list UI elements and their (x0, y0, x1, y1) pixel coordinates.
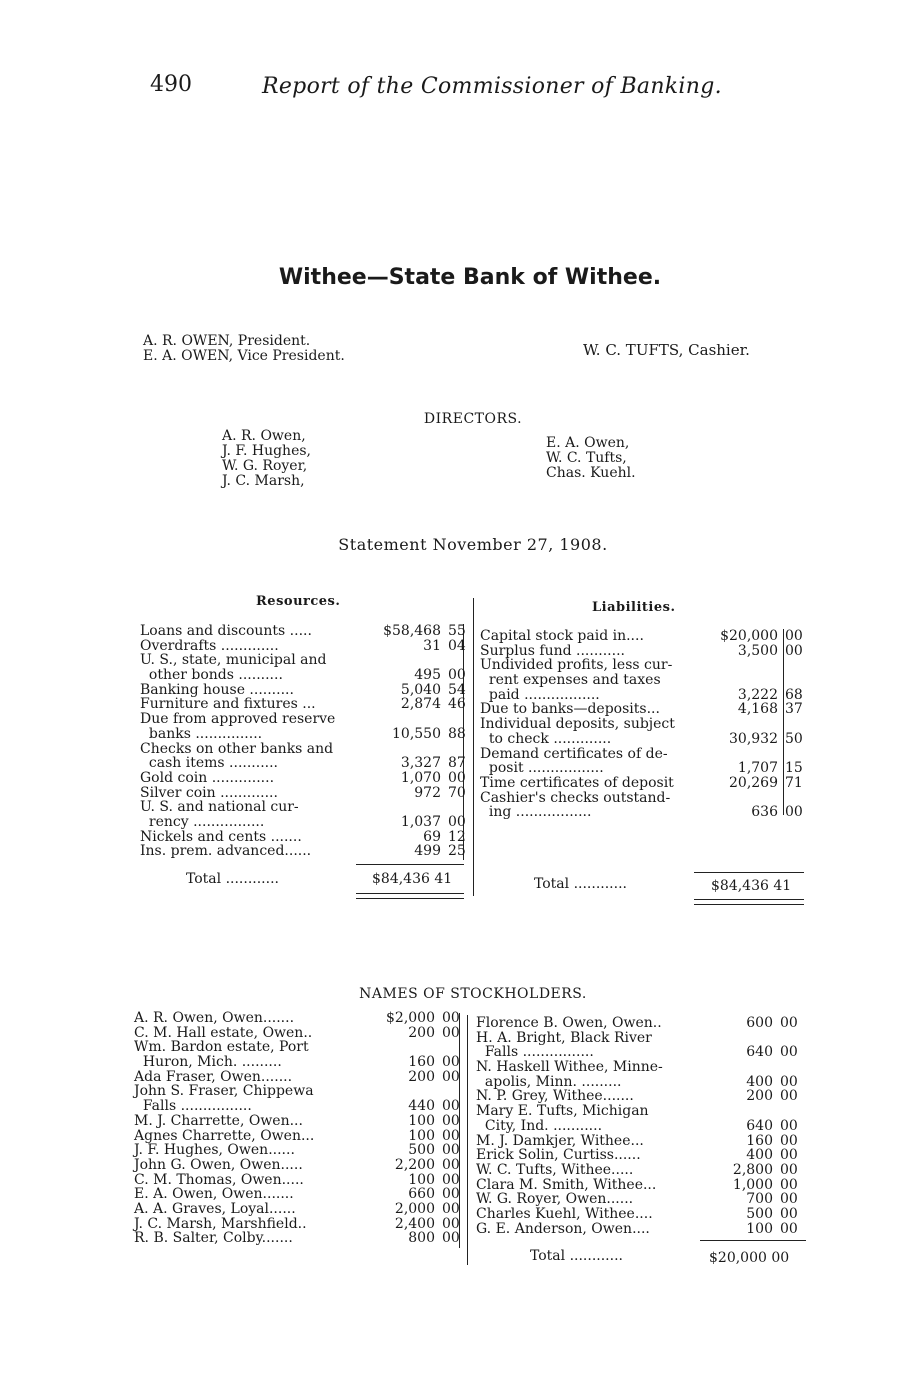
liability-row (480, 658, 810, 673)
stockholder-row-cents: 00 (442, 1127, 460, 1144)
stockholder-row (134, 1084, 464, 1099)
stockholders-divider (467, 1015, 468, 1265)
stockholder-row-dollars: 2,000 (394, 1200, 435, 1217)
liability-row (480, 791, 810, 806)
stockholder-row (476, 1031, 806, 1046)
stockholders-total-value: $20,000 00 (709, 1250, 790, 1266)
liability-row-cents: 68 (785, 686, 803, 703)
resource-row-label: Loans and discounts ..... (140, 623, 312, 639)
stockholder-row (134, 1202, 464, 1217)
stockholders-total-rule (700, 1240, 806, 1241)
resource-row (140, 830, 470, 845)
liability-row-label: Due to banks—deposits... (480, 701, 660, 718)
stockholder-row-label: J. C. Marsh, Marshfield.. (134, 1215, 307, 1232)
resource-row-dollars: 69 (423, 828, 441, 845)
resource-row-cents: 87 (448, 755, 466, 772)
resource-row (140, 683, 470, 698)
stockholder-row-dollars: 100 (408, 1171, 435, 1188)
officers-left (143, 334, 345, 364)
stockholders-heading: NAMES OF STOCKHOLDERS. (359, 986, 587, 1002)
liability-row-label: rent expenses and taxes (480, 672, 661, 689)
resource-row (140, 815, 470, 830)
liability-row-dollars: 636 (751, 804, 778, 821)
stockholder-row-label: G. E. Anderson, Owen.... (476, 1220, 650, 1237)
resource-row-dollars: 495 (414, 667, 441, 684)
stockholder-row-dollars: 160 (408, 1054, 435, 1071)
liability-row (480, 688, 810, 703)
bank-title: Withee—State Bank of Withee. (278, 265, 662, 290)
resource-row (140, 756, 470, 771)
liability-row (480, 776, 810, 791)
stockholder-row-dollars: 100 (746, 1220, 773, 1237)
stockholder-row-cents: 00 (442, 1200, 460, 1217)
stockholder-row-cents: 00 (442, 1142, 460, 1159)
resource-row (140, 697, 470, 712)
stockholder-row-cents: 00 (442, 1098, 460, 1115)
liability-row-cents: 00 (785, 628, 803, 644)
stockholder-row-cents: 00 (442, 1156, 460, 1173)
resources-double-rule (356, 893, 464, 899)
stockholder-row-label: W. G. Royer, Owen...... (476, 1191, 634, 1208)
stockholder-row (476, 1178, 806, 1193)
stockholder-row (476, 1222, 806, 1237)
resource-row-dollars: 1,070 (400, 769, 441, 786)
stockholder-row-cents: 00 (442, 1054, 460, 1071)
statement-title: Statement November 27, 1908. (338, 535, 608, 554)
resources-heading: Resources. (256, 594, 341, 609)
stockholder-row-cents: 00 (442, 1215, 460, 1232)
liabilities-total-label: Total ............ (534, 876, 627, 892)
stockholder-row (134, 1099, 464, 1114)
stockholder-row (134, 1143, 464, 1158)
stockholder-row-cents: 00 (442, 1112, 460, 1129)
resource-row-cents: 46 (448, 696, 466, 713)
resource-row-cents: 88 (448, 725, 466, 742)
stockholder-row-label: Charles Kuehl, Withee.... (476, 1205, 653, 1222)
stockholder-row (134, 1173, 464, 1188)
liability-row-label: Surplus fund ........... (480, 642, 625, 659)
stockholder-row (476, 1134, 806, 1149)
resource-row (140, 653, 470, 668)
running-title: Report of the Commissioner of Banking. (262, 74, 722, 99)
stockholder-row (476, 1207, 806, 1222)
resource-row-dollars: 2,874 (400, 696, 441, 713)
liabilities-total-rule (694, 872, 804, 873)
page-header (0, 72, 900, 112)
stockholder-row (476, 1104, 806, 1119)
stockholder-row-label: Falls ................ (134, 1098, 252, 1115)
stockholder-row-cents: 00 (442, 1230, 460, 1247)
officer-president: A. R. OWEN, President. (143, 333, 311, 349)
liability-row-label: to check ............. (480, 730, 612, 747)
resource-row (140, 786, 470, 801)
liability-row (480, 717, 810, 732)
stockholder-row-label: H. A. Bright, Black River (476, 1029, 652, 1046)
stockholder-row (134, 1026, 464, 1041)
resources-total-rule (356, 864, 464, 865)
stockholder-row (476, 1119, 806, 1134)
stockholder-row (134, 1070, 464, 1085)
liability-row-label: Individual deposits, subject (480, 716, 675, 733)
stockholder-row (134, 1055, 464, 1070)
stockholder-row-cents: 00 (780, 1015, 798, 1031)
resource-row-dollars: 1,037 (400, 813, 441, 830)
stockholder-row (134, 1231, 464, 1246)
resource-row-label: Ins. prem. advanced...... (140, 843, 312, 860)
resource-row (140, 742, 470, 757)
stockholder-row-label: A. R. Owen, Owen....... (134, 1010, 295, 1026)
resource-row-cents: 00 (448, 813, 466, 830)
stockholder-row (476, 1163, 806, 1178)
liability-row (480, 629, 810, 644)
stockholder-row (134, 1217, 464, 1232)
stockholder-row-label: apolis, Minn. ......... (476, 1073, 622, 1090)
stockholder-row-dollars: $2,000 (386, 1010, 435, 1026)
stockholder-row-dollars: 2,200 (394, 1156, 435, 1173)
stockholder-row-dollars: 2,400 (394, 1215, 435, 1232)
stockholder-row-cents: 00 (442, 1024, 460, 1041)
stockholder-row-cents: 00 (780, 1176, 798, 1193)
liability-row-cents: 00 (785, 804, 803, 821)
director-name: J. F. Hughes, (222, 443, 311, 459)
resource-row-dollars: 499 (414, 843, 441, 860)
resource-row (140, 712, 470, 727)
resource-row-label: Checks on other banks and (140, 740, 334, 757)
stockholder-row-dollars: 1,000 (732, 1176, 773, 1193)
resource-row (140, 844, 470, 859)
liability-row (480, 644, 810, 659)
liability-row (480, 702, 810, 717)
resource-row-label: banks ............... (140, 725, 263, 742)
stockholder-row (134, 1129, 464, 1144)
stockholder-row-cents: 00 (442, 1171, 460, 1188)
resource-row-label: U. S. and national cur- (140, 799, 299, 816)
stockholder-row-dollars: 500 (408, 1142, 435, 1159)
resource-row (140, 639, 470, 654)
liability-row-dollars: 20,269 (729, 774, 778, 791)
stockholder-row-dollars: 640 (746, 1044, 773, 1061)
liability-row-cents: 71 (785, 774, 803, 791)
stockholder-row-cents: 00 (780, 1161, 798, 1178)
liability-row-cents: 37 (785, 701, 803, 718)
stockholder-row-dollars: 660 (408, 1186, 435, 1203)
resource-row-dollars: $58,468 (383, 623, 441, 639)
stockholder-row-dollars: 500 (746, 1205, 773, 1222)
resource-row-label: U. S., state, municipal and (140, 652, 327, 669)
resource-row-label: Furniture and fixtures ... (140, 696, 316, 713)
liability-row-dollars: 3,500 (737, 642, 778, 659)
stockholder-row-label: E. A. Owen, Owen....... (134, 1186, 294, 1203)
officer-cashier: W. C. TUFTS, Cashier. (583, 341, 750, 359)
stockholder-row-cents: 00 (780, 1073, 798, 1090)
stockholder-row (134, 1114, 464, 1129)
liability-row-label: posit ................. (480, 760, 604, 777)
stockholder-row-label: John G. Owen, Owen..... (134, 1156, 303, 1173)
liability-row-label: Time certificates of deposit (480, 774, 674, 791)
resource-row-cents: 12 (448, 828, 466, 845)
stockholders-right-list (476, 1016, 806, 1236)
stockholder-row-cents: 00 (780, 1220, 798, 1237)
resource-row-label: Overdrafts ............. (140, 637, 279, 654)
liabilities-heading: Liabilities. (592, 600, 676, 615)
liability-row-dollars: 3,222 (737, 686, 778, 703)
resource-row-label: Banking house .......... (140, 681, 294, 698)
stockholder-row-label: A. A. Graves, Loyal...... (134, 1200, 296, 1217)
resource-row-label: other bonds .......... (140, 667, 283, 684)
stockholder-row-dollars: 440 (408, 1098, 435, 1115)
stockholder-row-dollars: 100 (408, 1127, 435, 1144)
stockholder-row-label: W. C. Tufts, Withee..... (476, 1161, 634, 1178)
stockholder-row-dollars: 100 (408, 1112, 435, 1129)
liability-row-dollars: 4,168 (737, 701, 778, 718)
stockholder-row-dollars: 640 (746, 1117, 773, 1134)
stockholder-row-dollars: 400 (746, 1147, 773, 1164)
stockholder-row-dollars: 800 (408, 1230, 435, 1247)
liability-row-label: Demand certificates of de- (480, 745, 668, 762)
stockholder-row-label: Florence B. Owen, Owen.. (476, 1015, 662, 1031)
liability-row-label: Cashier's checks outstand- (480, 789, 671, 806)
stockholder-row-cents: 00 (780, 1044, 798, 1061)
resource-row-cents: 00 (448, 667, 466, 684)
stockholder-row (476, 1089, 806, 1104)
officer-vice-president: E. A. OWEN, Vice President. (143, 348, 345, 364)
stockholder-row (134, 1011, 464, 1026)
resource-row-cents: 04 (448, 637, 466, 654)
resource-row-label: cash items ........... (140, 755, 278, 772)
stockholder-row-dollars: 700 (746, 1191, 773, 1208)
resources-total-value: $84,436 41 (372, 871, 453, 887)
directors-right (546, 436, 636, 481)
stockholder-row-label: Clara M. Smith, Withee... (476, 1176, 657, 1193)
director-name: Chas. Kuehl. (546, 465, 636, 481)
liability-row-cents: 15 (785, 760, 803, 777)
stockholder-row-cents: 00 (780, 1147, 798, 1164)
director-name: E. A. Owen, (546, 435, 630, 451)
resource-row-dollars: 31 (423, 637, 441, 654)
stockholder-row-dollars: 160 (746, 1132, 773, 1149)
liability-row-label: paid ................. (480, 686, 600, 703)
stockholder-row-dollars: 200 (746, 1088, 773, 1105)
liability-row (480, 673, 810, 688)
directors-heading: DIRECTORS. (423, 411, 523, 427)
stockholder-row-cents: 00 (442, 1068, 460, 1085)
resource-row (140, 727, 470, 742)
stockholder-row-cents: 00 (780, 1132, 798, 1149)
resource-row-dollars: 3,327 (400, 755, 441, 772)
stockholder-row-label: Huron, Mich. ......... (134, 1054, 282, 1071)
stockholder-row-dollars: 600 (746, 1015, 773, 1031)
director-name: J. C. Marsh, (222, 473, 305, 489)
stockholder-row-label: N. Haskell Withee, Minne- (476, 1059, 663, 1076)
resource-row-dollars: 972 (414, 784, 441, 801)
resource-row-cents: 54 (448, 681, 466, 698)
stockholder-row (476, 1060, 806, 1075)
stockholder-row-label: Ada Fraser, Owen....... (134, 1068, 293, 1085)
stockholders-total-label: Total ............ (530, 1248, 623, 1264)
stockholder-row-cents: 00 (780, 1205, 798, 1222)
resource-row-label: rency ................ (140, 813, 265, 830)
stockholder-row-label: N. P. Grey, Withee....... (476, 1088, 634, 1105)
resource-row (140, 771, 470, 786)
liability-row (480, 805, 810, 820)
director-name: W. C. Tufts, (546, 450, 627, 466)
resource-row-label: Gold coin .............. (140, 769, 275, 786)
stockholder-row-cents: 00 (780, 1088, 798, 1105)
stockholder-row-dollars: 2,800 (732, 1161, 773, 1178)
stockholder-row (476, 1045, 806, 1060)
stockholder-row-label: Wm. Bardon estate, Port (134, 1039, 309, 1056)
stockholder-row-label: City, Ind. ........... (476, 1117, 603, 1134)
directors-left (222, 429, 311, 489)
resource-row-cents: 70 (448, 784, 466, 801)
resource-row-dollars: 10,550 (392, 725, 441, 742)
liabilities-double-rule (694, 899, 804, 905)
stockholder-row-dollars: 200 (408, 1024, 435, 1041)
stockholder-row-cents: 00 (442, 1186, 460, 1203)
stockholder-row-label: Mary E. Tufts, Michigan (476, 1103, 649, 1120)
liabilities-table (480, 629, 810, 820)
column-divider (473, 598, 474, 896)
stockholder-row-label: C. M. Hall estate, Owen.. (134, 1024, 313, 1041)
resource-row-cents: 55 (448, 623, 466, 639)
resources-total-label: Total ............ (186, 871, 279, 887)
stockholder-row (134, 1158, 464, 1173)
stockholder-row (476, 1192, 806, 1207)
liability-row-dollars: 1,707 (737, 760, 778, 777)
stockholder-row (476, 1016, 806, 1031)
page-number: 490 (150, 72, 192, 97)
resource-row-cents: 00 (448, 769, 466, 786)
stockholder-row-label: M. J. Damkjer, Withee... (476, 1132, 644, 1149)
stockholder-row-cents: 00 (442, 1010, 460, 1026)
stockholder-row-label: Agnes Charrette, Owen... (134, 1127, 315, 1144)
liability-row (480, 747, 810, 762)
director-name: A. R. Owen, (222, 428, 306, 444)
stockholder-row-label: Erick Solin, Curtiss...... (476, 1147, 641, 1164)
resource-row-label: Silver coin ............. (140, 784, 278, 801)
liability-row-label: Capital stock paid in.... (480, 628, 644, 644)
resource-row-cents: 25 (448, 843, 466, 860)
resource-row-label: Due from approved reserve (140, 711, 336, 728)
stockholder-row-cents: 00 (780, 1191, 798, 1208)
stockholder-row (476, 1075, 806, 1090)
stockholder-row-label: Falls ................ (476, 1044, 594, 1061)
stockholder-row (476, 1148, 806, 1163)
stockholders-left-list (134, 1011, 464, 1246)
resource-row (140, 800, 470, 815)
stockholder-row-label: John S. Fraser, Chippewa (134, 1083, 314, 1100)
stockholder-row-cents: 00 (780, 1117, 798, 1134)
stockholder-row (134, 1187, 464, 1202)
liability-row-label: ing ................. (480, 804, 592, 821)
resource-row-dollars: 5,040 (400, 681, 441, 698)
director-name: W. G. Royer, (222, 458, 308, 474)
liability-row-dollars: $20,000 (720, 628, 778, 644)
stockholder-row-label: R. B. Salter, Colby....... (134, 1230, 293, 1247)
stockholder-row-label: J. F. Hughes, Owen...... (134, 1142, 295, 1159)
stockholder-row-dollars: 200 (408, 1068, 435, 1085)
stockholder-row-label: C. M. Thomas, Owen..... (134, 1171, 304, 1188)
liability-row-dollars: 30,932 (729, 730, 778, 747)
resources-table (140, 624, 470, 859)
resource-row-label: Nickels and cents ....... (140, 828, 302, 845)
stockholder-row-dollars: 400 (746, 1073, 773, 1090)
liability-row (480, 732, 810, 747)
liability-row (480, 761, 810, 776)
resource-row (140, 624, 470, 639)
liability-row-cents: 00 (785, 642, 803, 659)
stockholder-row-label: M. J. Charrette, Owen... (134, 1112, 303, 1129)
liability-row-label: Undivided profits, less cur- (480, 657, 673, 674)
liability-row-cents: 50 (785, 730, 803, 747)
stockholder-row (134, 1040, 464, 1055)
liabilities-total-value: $84,436 41 (711, 878, 792, 894)
resource-row (140, 668, 470, 683)
